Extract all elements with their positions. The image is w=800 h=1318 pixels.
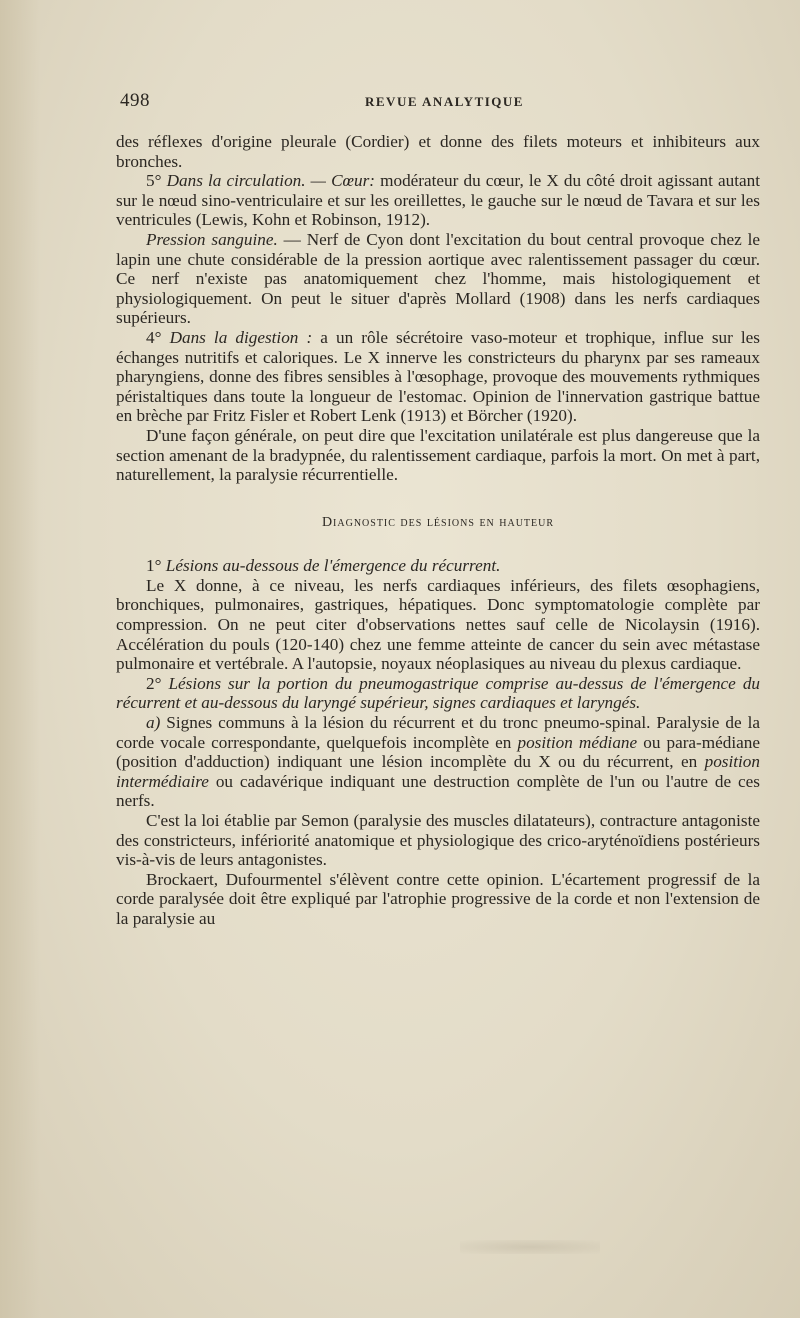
paragraph-signes-communs: a) Signes communs à la lésion du récurrent et du tronc pneumo-spinal. Paralysie de la corde vocale correspondante, quelquefois incomplète en position médiane ou para-médiane (position d'adduction) indiquant une lésion incomplète du X ou du récurrent, en position intermédiaire ou cadavérique indiquant une destruction complète de l'un ou l'autre de ces nerfs. bbox=[116, 713, 760, 811]
paragraph-generale: D'une façon générale, on peut dire que l'excitation unilatérale est plus dangereuse que la section amenant de la bradypnée, du ralentissement cardiaque, parfois la mort. On met à part, naturellement, la paralysie récurrentielle. bbox=[116, 425, 760, 485]
subsection-heading-1: 1° Lésions au-dessous de l'émergence du récurrent. bbox=[146, 556, 501, 576]
subsection-heading-2: 2° Lésions sur la portion du pneumogastrique comprise au-dessus de l'émergence du récurrent et au-dessous du laryngé supérieur, signes cardiaques et laryngés. bbox=[116, 673, 761, 713]
running-title: REVUE ANALYTIQUE bbox=[365, 94, 524, 109]
page-body bbox=[116, 132, 760, 929]
paragraph-loi-semon: C'est la loi établie par Semon (paralysie des muscles dilatateurs), contracture antagoniste des constricteurs, infériorité anatomique et physiologique des crico-aryténoïdiens postérieurs vis-à-vis de leurs antagonistes. bbox=[116, 811, 760, 870]
page-smudge bbox=[460, 1240, 600, 1254]
page-number: 498 bbox=[120, 90, 150, 111]
paragraph-brockaert: Brockaert, Dufourmentel s'élèvent contre cette opinion. L'écartement progressif de la corde paralysée doit être expliqué par l'atrophie progressive de la corde et non l'extension de la paralysie au bbox=[116, 869, 760, 928]
page-header bbox=[120, 90, 760, 120]
paragraph-reflexes: des réflexes d'origine pleurale (Cordier) et donne des filets moteurs et inhibiteurs aux bronches. bbox=[116, 132, 760, 171]
section-heading: Diagnostic des lésions en hauteur bbox=[321, 514, 555, 530]
paragraph-digestion: 4° Dans la digestion : a un rôle sécrétoire vaso-moteur et trophique, influe sur les échanges nutritifs et caloriques. Le X innerve les constricteurs du pharynx par ses rameaux pharyngiens, donne des fibres sensibles à l'œsophage, provoque des mouvements rythmiques péristaltiques dans toute la longueur de l'estomac. Opinion de l'innervation gastrique battue en brèche par Fritz Fisler et Robert Lenk (1913) et Börcher (1920). bbox=[116, 327, 761, 426]
paragraph-pression-sanguine: Pression sanguine. — Nerf de Cyon dont l'excitation du bout central provoque chez le lapin une chute considérable de la pression aortique avec ralentissement passager du cœur. Ce nerf n'existe pas anatomiquement chez l'homme, mais histologiquement et physiologiquement. On peut le situer d'après Mollard (1908) dans les nerfs cardiaques supérieurs. bbox=[116, 229, 760, 328]
paragraph-nerfs-cardiaques: Le X donne, à ce niveau, les nerfs cardiaques inférieurs, des filets œsophagiens, bronchiques, pulmonaires, gastriques, hépatiques. Donc symptomatologie complète par compression. On ne peut citer d'observations nettes sauf celle de Nicolaysin (1916). Accélération du pouls (120-140) chez une femme atteinte de cancer du sein avec métastase pulmonaire et vertébrale. A l'autopsie, noyaux néoplasiques au niveau du plexus cardiaque. bbox=[116, 575, 760, 674]
paragraph-circulation: 5° Dans la circulation. — Cœur: modérateur du cœur, le X du côté droit agissant autant sur le nœud sino-ventriculaire et sur les oreillettes, le gauche sur le nœud de Tavara et sur les ventricules (Lewis, Kohn et Robinson, 1912). bbox=[116, 171, 760, 230]
